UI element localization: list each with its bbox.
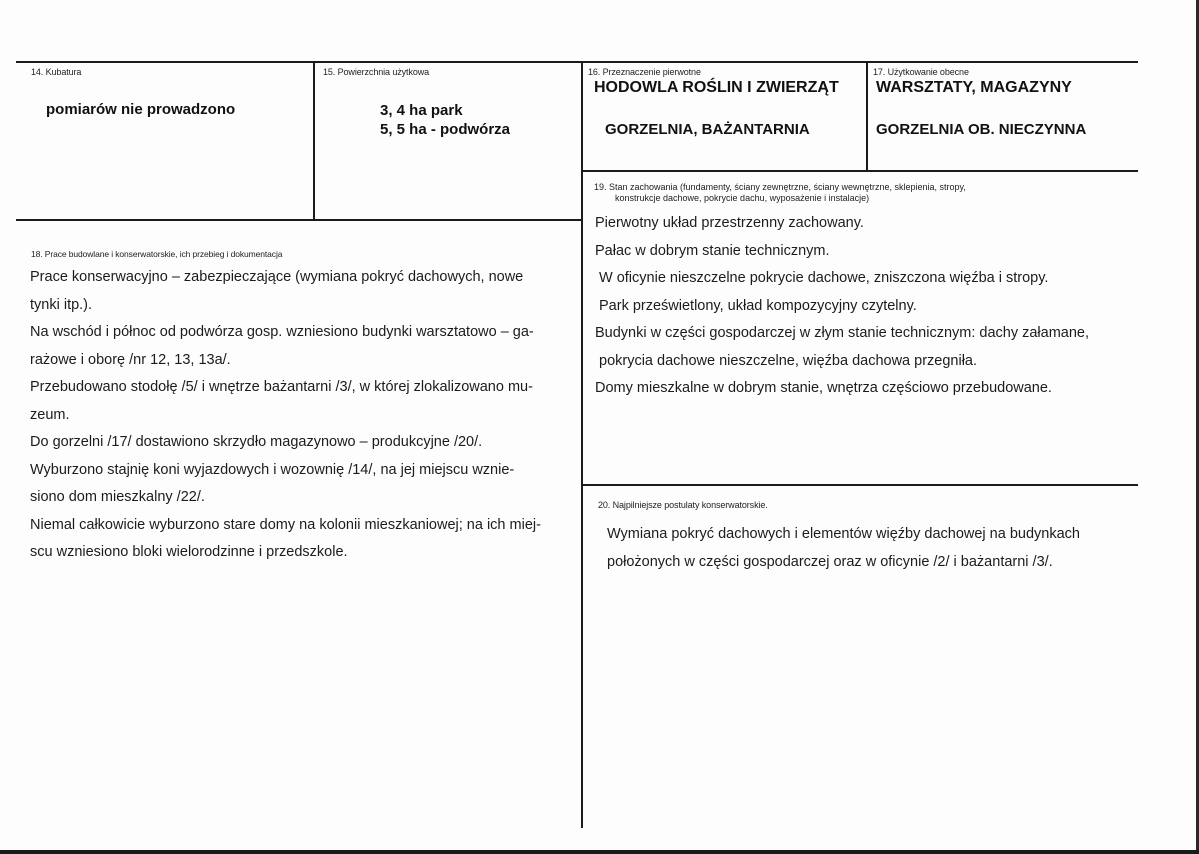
mid-left-rule [16,219,582,221]
main-vertical-divider [581,62,583,828]
field-18-line: Niemal całkowicie wyburzono stare domy na kolonii mieszkaniowej; na ich miej- [30,516,541,533]
field-16-line2: GORZELNIA, BAŻANTARNIA [605,121,810,138]
right-rule-20 [582,484,1138,486]
field-15-label: 15. Powierzchnia użytkowa [323,67,430,77]
field-18-line: Do gorzelni /17/ dostawiono skrzydło magazynowo – produkcyjne /20/. [30,434,483,450]
field-19-line: W oficynie nieszczelne pokrycie dachowe, zniszczona więźba i stropy. [599,270,1049,286]
field-18-line: Prace konserwacyjno – zabezpieczające (wymiana pokryć dachowych, nowe [30,269,524,285]
field-19-line: pokrycia dachowe nieszczelne, więźba dachowa przegniła. [599,352,978,369]
field-18-text [30,264,578,567]
field-19-line: Pałac w dobrym stanie technicznym. [595,242,830,259]
field-15-line: 3, 4 ha park [380,102,463,119]
field-17-label: 17. Użytkowanie obecne [873,67,969,77]
field-18-line: zeum. [30,406,70,423]
scan-edge-bottom [0,850,1199,854]
field-18-line: siono dom mieszkalny /22/. [30,489,205,505]
field-18-line: tynki itp.). [30,296,93,313]
field-18-line: scu wzniesiono bloki wielorodzinne i przedszkole. [30,544,348,560]
field-19-label-line: konstrukcje dachowe, pokrycie dachu, wyposażenie i instalacje) [615,193,870,203]
field-16-line1: HODOWLA ROŚLIN I ZWIERZĄT [594,79,839,96]
field-17-line2: GORZELNIA OB. NIECZYNNA [876,121,1087,138]
field-19-label [594,182,966,204]
field-19-line: Budynki w części gospodarczej w złym stanie technicznym: dachy załamane, [595,325,1090,341]
field-18-label: 18. Prace budowlane i konserwatorskie, ich przebieg i dokumentacja [31,249,283,259]
field-20-text [607,520,1137,576]
divider-14-15 [313,62,315,220]
field-19-line: Park prześwietlony, układ kompozycyjny czytelny. [599,297,917,314]
field-19-line: Domy mieszkalne w dobrym stanie, wnętrza częściowo przebudowane. [595,380,1052,396]
top-rule [16,61,1138,63]
field-17-line1: WARSZTATY, MAGAZYNY [876,79,1072,96]
field-18-line: Wyburzono stajnię koni wyjazdowych i wozownię /14/, na jej miejscu wznie- [30,461,515,478]
field-18-line: Na wschód i północ od podwórza gosp. wzniesiono budynki warsztatowo – ga- [30,324,534,340]
field-18-line: rażowe i oborę /nr 12, 13, 13a/. [30,351,231,368]
field-15-line: 5, 5 ha - podwórza [380,121,511,138]
field-20-line: Wymiana pokryć dachowych i elementów więźby dachowej na budynkach [607,526,1080,542]
field-18-line: Przebudowano stodołę /5/ i wnętrze bażantarni /3/, w której zlokalizowano mu- [30,379,533,395]
field-19-label-line: 19. Stan zachowania (fundamenty, ściany zewnętrzne, ściany wewnętrzne, sklepienia, stropy, [594,182,966,192]
field-20-line: położonych w części gospodarczej oraz w oficynie /2/ i bażantarni /3/. [607,554,1053,570]
field-19-text [595,210,1135,403]
field-16-label: 16. Przeznaczenie pierwotne [588,67,701,77]
field-15-value [380,101,510,139]
divider-16-17 [866,62,868,171]
field-14-label: 14. Kubatura [31,67,82,77]
right-rule-19 [582,170,1138,172]
field-20-label: 20. Najpilniejsze postulaty konserwatorskie. [598,500,768,510]
field-19-line: Pierwotny układ przestrzenny zachowany. [595,215,864,231]
field-14-value: pomiarów nie prowadzono [46,101,236,118]
